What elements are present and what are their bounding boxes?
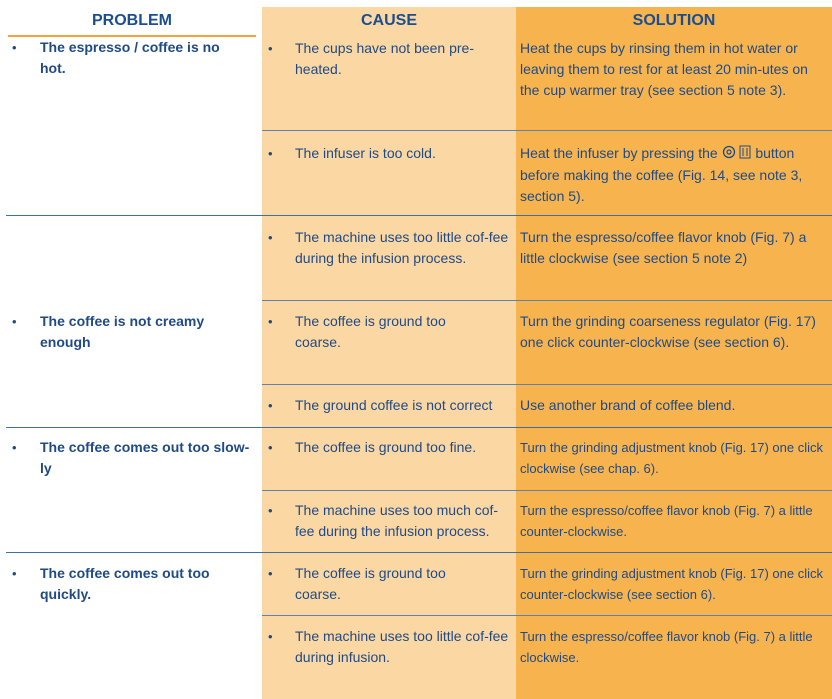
- solution-text: Heat the cups by rinsing them in hot water or leaving them to rest for at least 20 min-utes on the cup warmer tray (see section 5 note 3).: [520, 40, 808, 98]
- cause-bullet: •: [268, 398, 273, 413]
- cause-bullet: •: [268, 566, 273, 581]
- row-separator: [262, 615, 832, 616]
- problem-bullet: •: [12, 40, 17, 55]
- solution-text: [520, 143, 826, 207]
- cause-text: The machine uses too much cof-fee during the infusion process.: [295, 502, 499, 539]
- problem-header: PROBLEM: [8, 9, 256, 37]
- problem-bullet: •: [12, 314, 17, 329]
- cause-bullet: •: [268, 146, 273, 161]
- problem-text: The coffee comes out too slow-ly: [40, 439, 250, 476]
- steam-button-icon: [739, 144, 751, 165]
- row-separator: [262, 130, 832, 131]
- cause-bullet: •: [268, 503, 273, 518]
- solution-text: Use another brand of coffee blend.: [520, 397, 736, 413]
- cause-text: The coffee is ground too fine.: [295, 439, 477, 455]
- cause-bullet: •: [268, 440, 273, 455]
- problem-bullet: •: [12, 440, 17, 455]
- cause-header: CAUSE: [360, 12, 417, 29]
- solution-text: Turn the grinding adjustment knob (Fig. 17) one click clockwise (see chap. 6).: [520, 440, 824, 476]
- cause-bullet: •: [268, 230, 273, 245]
- problem-text: The coffee is not creamy enough: [40, 313, 205, 350]
- row-separator: [262, 490, 832, 491]
- cause-text: The machine uses too little cof-fee during infusion.: [295, 628, 509, 665]
- coffee-cup-icon: [722, 144, 736, 165]
- solution-text: Turn the espresso/coffee flavor knob (Fig. 7) a little clockwise (see section 5 note 2): [520, 229, 807, 266]
- cause-text: The infuser is too cold.: [295, 145, 436, 161]
- group-separator: [6, 427, 832, 428]
- solution-text: Turn the espresso/coffee flavor knob (Fig. 7) a little counter-clockwise.: [520, 503, 813, 539]
- solution-text-part: button before making the coffee (Fig. 14, see note 3, section 5).: [520, 145, 803, 204]
- cause-bullet: •: [268, 41, 273, 56]
- group-separator: [6, 552, 832, 553]
- solution-text-part: Heat the infuser by pressing the: [520, 145, 718, 161]
- row-separator: [262, 384, 832, 385]
- solution-text: Turn the grinding coarseness regulator (Fig. 17) one click counter-clockwise (see section 6).: [520, 313, 816, 350]
- cause-text: The coffee is ground too coarse.: [295, 565, 446, 602]
- cause-bullet: •: [268, 629, 273, 644]
- row-separator: [262, 300, 832, 301]
- cause-bullet: •: [268, 314, 273, 329]
- cause-text: The machine uses too little cof-fee during the infusion process.: [295, 229, 509, 266]
- problem-bullet: •: [12, 566, 17, 581]
- solution-text: Turn the espresso/coffee flavor knob (Fig. 7) a little clockwise.: [520, 629, 813, 665]
- solution-header: SOLUTION: [632, 12, 716, 29]
- cause-text: The cups have not been pre-heated.: [295, 40, 475, 77]
- group-separator: [6, 215, 832, 216]
- cause-text: The ground coffee is not correct: [295, 397, 493, 413]
- problem-text: The espresso / coffee is no hot.: [40, 39, 220, 76]
- solution-text: Turn the grinding adjustment knob (Fig. 17) one click counter-clockwise (see section 6).: [520, 566, 824, 602]
- cause-text: The coffee is ground too coarse.: [295, 313, 446, 350]
- problem-text: The coffee comes out too quickly.: [40, 565, 210, 602]
